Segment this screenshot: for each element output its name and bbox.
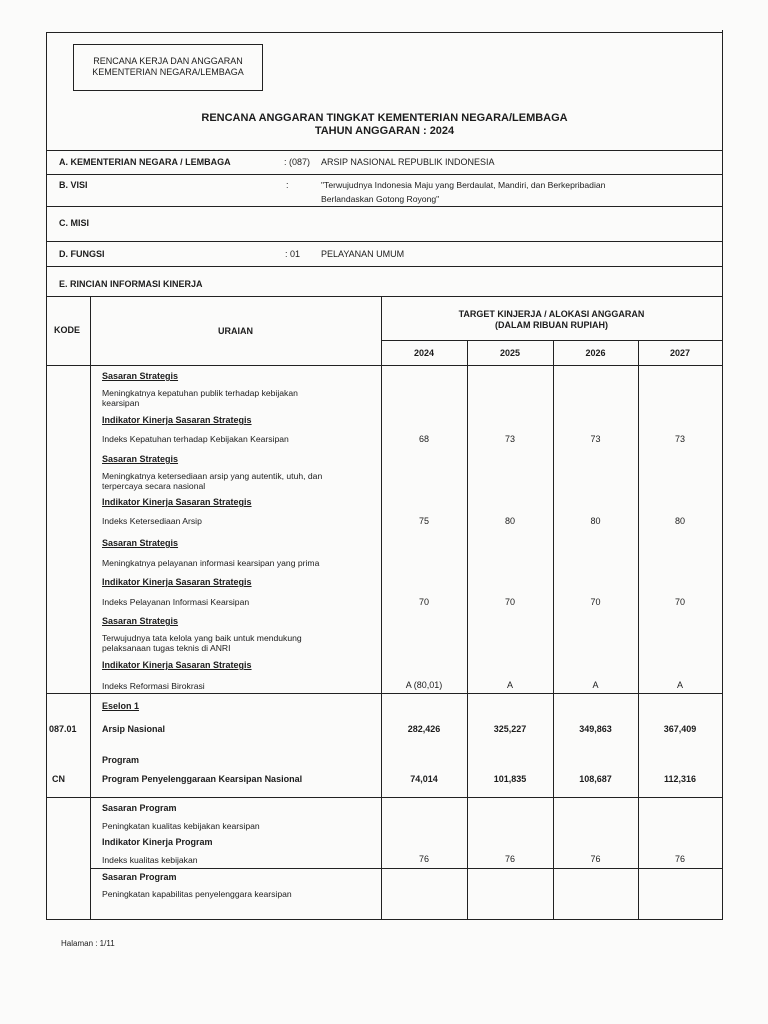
visi-label: B. VISI bbox=[59, 180, 88, 190]
sasaran-strategis-text: terpercaya secara nasional bbox=[102, 481, 206, 491]
col-header-uraian: URAIAN bbox=[218, 326, 253, 336]
visi-value-line-1: "Terwujudnya Indonesia Maju yang Berdaulat, Mandiri, dan Berkepribadian bbox=[321, 180, 606, 190]
value-cell: 76 bbox=[418, 854, 429, 864]
document-stamp-box bbox=[73, 44, 263, 91]
value-cell: A bbox=[676, 680, 683, 690]
value-cell: 68 bbox=[418, 434, 429, 444]
eselon-kode: 087.01 bbox=[49, 724, 77, 734]
value-cell: 80 bbox=[674, 516, 685, 526]
sasaran-strategis-text: Meningkatnya ketersediaan arsip yang autentik, utuh, dan bbox=[102, 471, 323, 481]
rule bbox=[90, 868, 723, 869]
rule bbox=[46, 174, 723, 175]
value-cell: 70 bbox=[674, 597, 685, 607]
document-subtitle: TAHUN ANGGARAN : 2024 bbox=[314, 125, 455, 137]
value-cell: 70 bbox=[418, 597, 429, 607]
visi-separator: : bbox=[286, 180, 289, 190]
rule bbox=[381, 340, 723, 341]
indikator-kinerja-text: Indeks Kepatuhan terhadap Kebijakan Kearsipan bbox=[102, 434, 289, 444]
indikator-kinerja-heading: Indikator Kinerja Sasaran Strategis bbox=[102, 577, 252, 587]
sasaran-program-heading: Sasaran Program bbox=[102, 803, 177, 813]
value-cell: 108,687 bbox=[579, 774, 612, 784]
indikator-kinerja-program-heading: Indikator Kinerja Program bbox=[102, 837, 213, 847]
sasaran-program-text: Peningkatan kualitas kebijakan kearsipan bbox=[102, 821, 260, 831]
sasaran-program-heading: Sasaran Program bbox=[102, 872, 177, 882]
program-kode: CN bbox=[52, 774, 65, 784]
value-cell: 75 bbox=[418, 516, 429, 526]
rule bbox=[46, 365, 723, 366]
fungsi-code: : 01 bbox=[285, 249, 301, 259]
value-cell: 349,863 bbox=[579, 724, 612, 734]
rule bbox=[46, 296, 723, 297]
indikator-kinerja-text: Indeks Reformasi Birokrasi bbox=[102, 681, 205, 691]
sasaran-program-text: Peningkatan kapabilitas penyelenggara kearsipan bbox=[102, 889, 292, 899]
value-cell: 80 bbox=[504, 516, 515, 526]
document-title: RENCANA ANGGARAN TINGKAT KEMENTERIAN NEGARA/LEMBAGA bbox=[201, 112, 568, 124]
indikator-kinerja-heading: Indikator Kinerja Sasaran Strategis bbox=[102, 497, 252, 507]
sasaran-strategis-heading: Sasaran Strategis bbox=[102, 538, 179, 548]
value-cell: 74,014 bbox=[410, 774, 438, 784]
value-cell: 73 bbox=[590, 434, 601, 444]
value-cell: 76 bbox=[674, 854, 685, 864]
table-col-divider bbox=[553, 340, 554, 919]
rincian-label: E. RINCIAN INFORMASI KINERJA bbox=[59, 279, 203, 289]
table-col-divider bbox=[467, 340, 468, 919]
sasaran-strategis-text: Meningkatnya kepatuhan publik terhadap kebijakan bbox=[102, 388, 298, 398]
sasaran-strategis-text: kearsipan bbox=[102, 398, 140, 408]
sasaran-strategis-heading: Sasaran Strategis bbox=[102, 371, 179, 381]
page-number: Halaman : 1/11 bbox=[61, 939, 115, 948]
rule bbox=[46, 797, 723, 798]
rule bbox=[46, 919, 723, 920]
value-cell: 80 bbox=[590, 516, 601, 526]
value-cell: 112,316 bbox=[663, 774, 697, 784]
fungsi-label: D. FUNGSI bbox=[59, 249, 105, 259]
value-cell: 70 bbox=[504, 597, 515, 607]
col-header-year: 2025 bbox=[499, 348, 521, 358]
rule bbox=[46, 693, 723, 694]
table-col-divider bbox=[722, 30, 723, 920]
col-header-target-line-2: (DALAM RIBUAN RUPIAH) bbox=[495, 320, 608, 330]
indikator-kinerja-program-text: Indeks kualitas kebijakan bbox=[102, 855, 198, 865]
sasaran-strategis-text: pelaksanaan tugas teknis di ANRI bbox=[102, 643, 231, 653]
sasaran-strategis-text: Terwujudnya tata kelola yang baik untuk mendukung bbox=[102, 633, 302, 643]
rule bbox=[46, 241, 723, 242]
col-header-year: 2027 bbox=[669, 348, 691, 358]
rule bbox=[46, 150, 723, 151]
rule bbox=[46, 206, 723, 207]
indikator-kinerja-heading: Indikator Kinerja Sasaran Strategis bbox=[102, 660, 252, 670]
value-cell: A bbox=[506, 680, 513, 690]
col-header-year: 2024 bbox=[413, 348, 435, 358]
value-cell: A bbox=[592, 680, 599, 690]
sasaran-strategis-text: Meningkatnya pelayanan informasi kearsipan yang prima bbox=[102, 558, 320, 568]
col-header-kode: KODE bbox=[54, 325, 81, 335]
eselon-name: Arsip Nasional bbox=[102, 724, 166, 734]
value-cell: 325,227 bbox=[493, 724, 527, 734]
kementerian-label: A. KEMENTERIAN NEGARA / LEMBAGA bbox=[59, 157, 231, 167]
program-name: Program Penyelenggaraan Kearsipan Nasional bbox=[102, 774, 303, 784]
indikator-kinerja-heading: Indikator Kinerja Sasaran Strategis bbox=[102, 415, 252, 425]
stamp-line-1: RENCANA KERJA DAN ANGGARAN bbox=[93, 56, 243, 66]
kementerian-value: ARSIP NASIONAL REPUBLIK INDONESIA bbox=[321, 157, 495, 167]
sasaran-strategis-heading: Sasaran Strategis bbox=[102, 454, 179, 464]
col-header-year: 2026 bbox=[585, 348, 606, 358]
indikator-kinerja-text: Indeks Ketersediaan Arsip bbox=[102, 516, 202, 526]
col-header-target-line-1: TARGET KINJERJA / ALOKASI ANGGARAN bbox=[458, 309, 645, 319]
fungsi-value: PELAYANAN UMUM bbox=[321, 249, 405, 259]
kementerian-code: : (087) bbox=[284, 157, 311, 167]
misi-label: C. MISI bbox=[59, 218, 90, 228]
indikator-kinerja-text: Indeks Pelayanan Informasi Kearsipan bbox=[102, 597, 250, 607]
value-cell: 101,835 bbox=[493, 774, 527, 784]
value-cell: 76 bbox=[504, 854, 515, 864]
value-cell: 70 bbox=[590, 597, 601, 607]
sasaran-strategis-heading: Sasaran Strategis bbox=[102, 616, 179, 626]
table-col-divider bbox=[638, 340, 639, 919]
eselon-heading: Eselon 1 bbox=[102, 701, 140, 711]
value-cell: 282,426 bbox=[407, 724, 441, 734]
rule bbox=[46, 266, 723, 267]
value-cell: A (80,01) bbox=[405, 680, 443, 690]
value-cell: 367,409 bbox=[663, 724, 697, 734]
value-cell: 76 bbox=[590, 854, 601, 864]
program-heading: Program bbox=[102, 755, 140, 765]
visi-value-line-2: Berlandaskan Gotong Royong" bbox=[321, 194, 440, 204]
table-col-divider bbox=[90, 296, 91, 919]
value-cell: 73 bbox=[504, 434, 515, 444]
stamp-line-2: KEMENTERIAN NEGARA/LEMBAGA bbox=[92, 67, 244, 77]
value-cell: 73 bbox=[674, 434, 685, 444]
